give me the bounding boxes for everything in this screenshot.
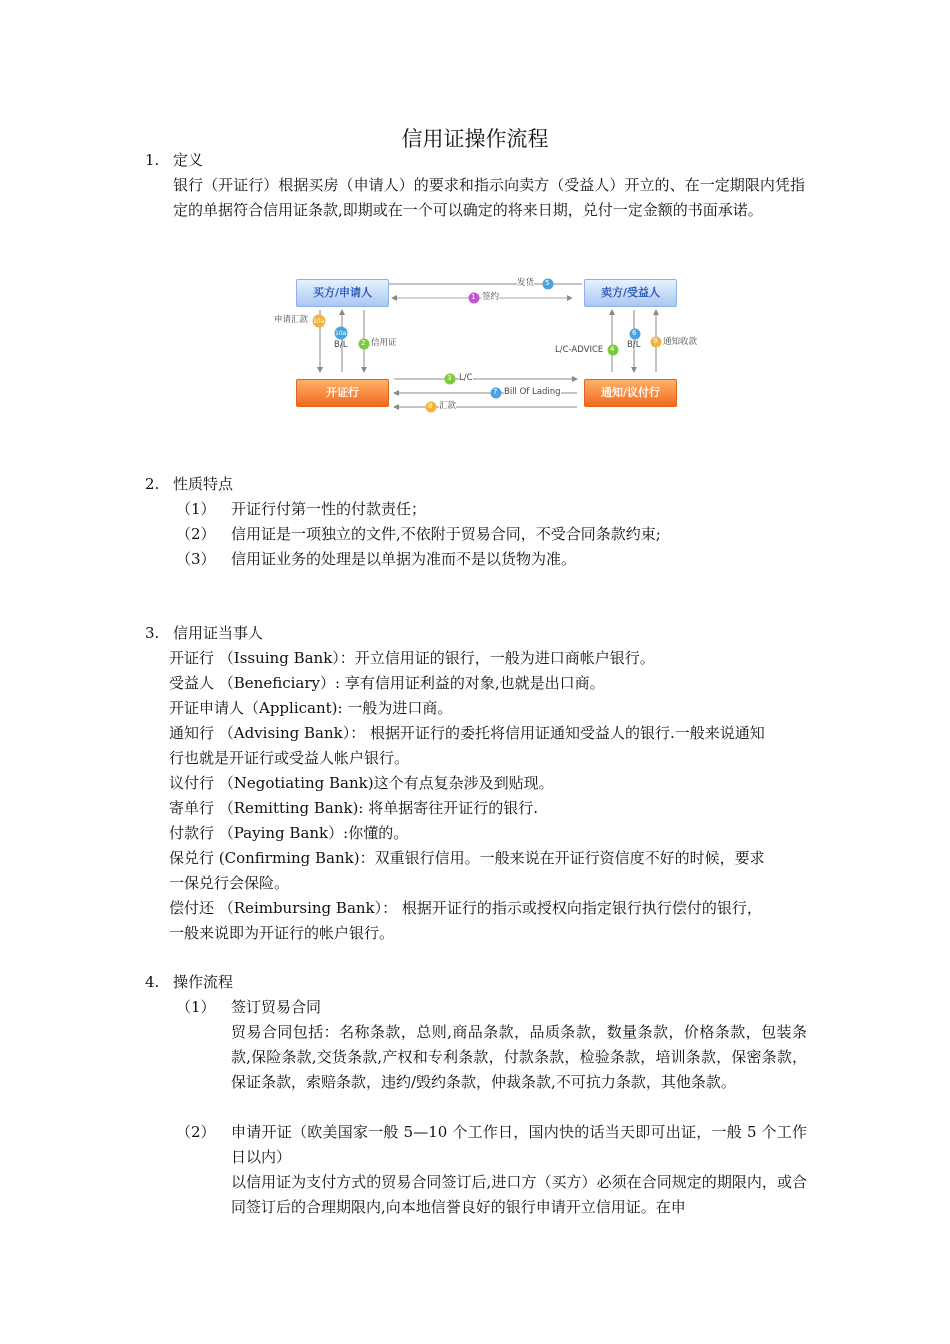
label-bl-left: B/L bbox=[334, 340, 348, 350]
party-beneficiary: 受益人 （Beneficiary）: 享有信用证利益的对象,也就是出口商。 bbox=[169, 674, 605, 692]
num-7: 7 bbox=[493, 388, 498, 396]
num-10a-bl: 10a bbox=[335, 330, 347, 337]
s2-item-2-text: 信用证是一项独立的文件,不依附于贸易合同，不受合同条款约束; bbox=[231, 525, 661, 543]
section-1-number: 1. bbox=[145, 151, 160, 169]
label-lc: L/C bbox=[459, 373, 473, 383]
s4-item-1-number: （1） bbox=[176, 998, 216, 1016]
num-8: 8 bbox=[428, 402, 433, 410]
party-advising-bank: 通知行 （Advising Bank）： 根据开证行的委托将信用证通知受益人的银行.一般来说通知 bbox=[169, 724, 765, 742]
num-5: 5 bbox=[545, 279, 550, 287]
section-4-heading: 操作流程 bbox=[173, 973, 234, 991]
label-ship: 发货 bbox=[517, 278, 535, 288]
party-negotiating-bank: 议付行 （Negotiating Bank)这个有点复杂涉及到贴现。 bbox=[169, 774, 554, 792]
section-4-number: 4. bbox=[145, 973, 160, 991]
s4-item-1-text: 贸易合同包括：名称条款，总则,商品条款，品质条款，数量条款，价格条款，包装条款,保险条款,交货条款,产权和专利条款，付款条款，检验条款，培训条款，保密条款，保证条款，索赔条款，违约/毁约条款，仲裁条款,不可抗力条款，其他条款。 bbox=[231, 1023, 807, 1091]
s2-item-3-text: 信用证业务的处理是以单据为准而不是以货物为准。 bbox=[231, 550, 577, 568]
num-2: 2 bbox=[361, 339, 366, 347]
num-3: 3 bbox=[447, 374, 452, 382]
s2-item-3-number: （3） bbox=[176, 550, 216, 568]
party-reimbursing-bank-cont: 一般来说即为开证行的帐户银行。 bbox=[169, 924, 395, 942]
party-paying-bank: 付款行 （Paying Bank）:你懂的。 bbox=[169, 824, 409, 842]
section-1-definition: 银行（开证行）根据买房（申请人）的要求和指示向卖方（受益人）开立的、在一定期限内凭指定的单据符合信用证条款,即期或在一个可以确定的将来日期，兑付一定金额的书面承诺。 bbox=[173, 176, 805, 219]
s2-item-1-text: 开证行付第一性的付款责任； bbox=[231, 500, 427, 518]
box-seller: 卖方/受益人 bbox=[584, 279, 677, 307]
party-confirming-bank-cont: 一保兑行会保险。 bbox=[169, 874, 290, 892]
box-advising-bank: 通知/议付行 bbox=[584, 379, 677, 407]
s4-item-2-text: 以信用证为支付方式的贸易合同签订后,进口方（买方）必须在合同规定的期限内，或合同签订后的合理期限内,向本地信誉良好的银行申请开立信用证。在申 bbox=[231, 1173, 807, 1216]
label-bl-right: B/L bbox=[627, 340, 641, 350]
section-2-heading: 性质特点 bbox=[173, 475, 234, 493]
label-lc-advice: L/C-ADVICE bbox=[555, 345, 604, 355]
num-4: 4 bbox=[610, 345, 615, 353]
party-applicant: 开证申请人（Applicant): 一般为进口商。 bbox=[169, 699, 453, 717]
party-confirming-bank: 保兑行 (Confirming Bank)：双重银行信用。一般来说在开证行资信度不好的时候，要求 bbox=[169, 849, 765, 867]
num-9: 9 bbox=[653, 337, 658, 345]
s4-item-2-title: 申请开证（欧美国家一般 5—10 个工作日，国内快的话当天即可出证，一般 5 个工作日以内） bbox=[231, 1123, 807, 1166]
lc-flow-diagram bbox=[272, 272, 707, 420]
box-issuing-bank: 开证行 bbox=[296, 379, 389, 407]
party-reimbursing-bank: 偿付还 （Reimbursing Bank）： 根据开证行的指示或授权向指定银行执行偿付的银行， bbox=[169, 899, 762, 917]
s2-item-2-number: （2） bbox=[176, 525, 216, 543]
label-contract: 签约 bbox=[482, 292, 500, 302]
label-lc-letter: 信用证 bbox=[371, 338, 397, 348]
s4-item-2-number: （2） bbox=[176, 1123, 216, 1141]
section-2-number: 2. bbox=[145, 475, 160, 493]
page-title: 信用证操作流程 bbox=[401, 127, 549, 151]
party-issuing-bank: 开证行 （Issuing Bank）：开立信用证的银行，一般为进口商帐户银行。 bbox=[169, 649, 655, 667]
party-advising-bank-cont: 行也就是开证行或受益人帐户银行。 bbox=[169, 749, 410, 767]
party-remitting-bank: 寄单行 （Remitting Bank): 将单据寄往开证行的银行. bbox=[169, 799, 539, 817]
num-1: 1 bbox=[471, 293, 476, 301]
num-6: 6 bbox=[632, 329, 637, 337]
num-10a: 10a bbox=[313, 318, 325, 325]
label-bill-of-lading: Bill Of Lading bbox=[504, 387, 561, 397]
label-notify-collect: 通知收款 bbox=[663, 337, 698, 347]
box-buyer: 买方/申请人 bbox=[296, 279, 389, 307]
section-1-heading: 定义 bbox=[173, 151, 204, 169]
label-remit: 汇款 bbox=[439, 401, 457, 411]
section-3-heading: 信用证当事人 bbox=[173, 624, 264, 642]
s4-item-1-title: 签订贸易合同 bbox=[231, 998, 322, 1016]
s2-item-1-number: （1） bbox=[176, 500, 216, 518]
label-apply-remit: 申请汇款 bbox=[274, 315, 309, 325]
section-3-number: 3. bbox=[145, 624, 160, 642]
